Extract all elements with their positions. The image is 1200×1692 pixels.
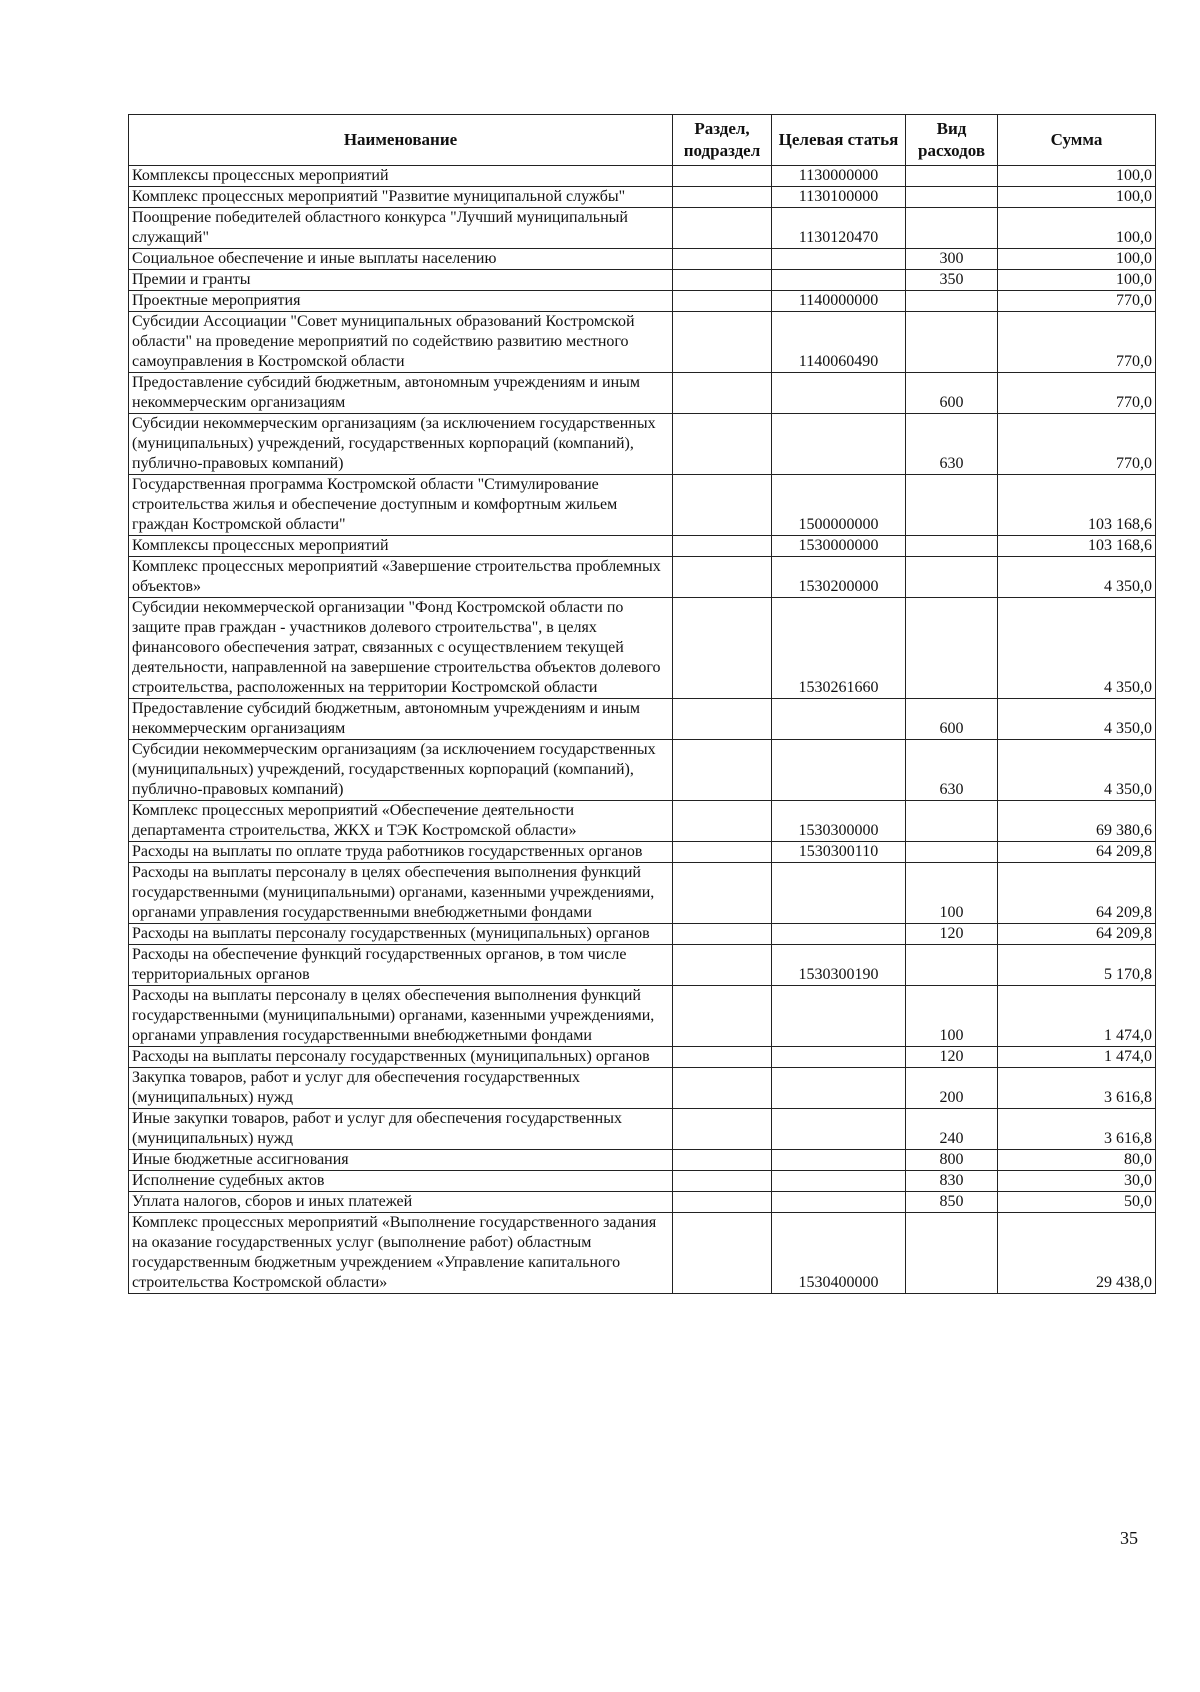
header-section: Раздел, подраздел xyxy=(673,115,772,166)
cell-name: Поощрение победителей областного конкурса "Лучший муниципальный служащий" xyxy=(129,208,673,249)
cell-target: 1130120470 xyxy=(772,208,906,249)
cell-target xyxy=(772,863,906,924)
table-row xyxy=(129,270,1156,291)
cell-section xyxy=(673,187,772,208)
cell-kind xyxy=(906,842,998,863)
table-row xyxy=(129,699,1156,740)
cell-section xyxy=(673,475,772,536)
cell-section xyxy=(673,208,772,249)
table-row xyxy=(129,740,1156,801)
header-sum: Сумма xyxy=(998,115,1156,166)
table-row xyxy=(129,1171,1156,1192)
cell-section xyxy=(673,1192,772,1213)
cell-sum: 3 616,8 xyxy=(998,1109,1156,1150)
cell-kind: 120 xyxy=(906,1047,998,1068)
cell-sum: 770,0 xyxy=(998,414,1156,475)
cell-sum: 770,0 xyxy=(998,312,1156,373)
table-body xyxy=(129,166,1156,1294)
cell-name: Субсидии некоммерческим организациям (за исключением государственных (муниципальных) учреждений, государственных корпораций (компаний), публично-правовых компаний) xyxy=(129,740,673,801)
cell-target xyxy=(772,373,906,414)
cell-target xyxy=(772,249,906,270)
table-row xyxy=(129,208,1156,249)
cell-kind: 100 xyxy=(906,863,998,924)
cell-name: Субсидии некоммерческим организациям (за исключением государственных (муниципальных) учреждений, государственных корпораций (компаний), публично-правовых компаний) xyxy=(129,414,673,475)
cell-sum: 50,0 xyxy=(998,1192,1156,1213)
cell-target xyxy=(772,740,906,801)
table-row xyxy=(129,863,1156,924)
cell-sum: 770,0 xyxy=(998,291,1156,312)
cell-section xyxy=(673,1047,772,1068)
cell-target: 1530300190 xyxy=(772,945,906,986)
cell-kind xyxy=(906,475,998,536)
cell-sum: 100,0 xyxy=(998,249,1156,270)
cell-target: 1530200000 xyxy=(772,557,906,598)
cell-name: Расходы на выплаты персоналу государственных (муниципальных) органов xyxy=(129,1047,673,1068)
cell-section xyxy=(673,1213,772,1294)
cell-sum: 100,0 xyxy=(998,208,1156,249)
header-kind: Вид расходов xyxy=(906,115,998,166)
cell-sum: 4 350,0 xyxy=(998,557,1156,598)
cell-name: Комплекс процессных мероприятий «Обеспечение деятельности департамента строительства, ЖКХ и ТЭК Костромской области» xyxy=(129,801,673,842)
table-row xyxy=(129,1213,1156,1294)
cell-name: Расходы на выплаты персоналу государственных (муниципальных) органов xyxy=(129,924,673,945)
cell-sum: 770,0 xyxy=(998,373,1156,414)
cell-target xyxy=(772,1068,906,1109)
cell-target: 1530400000 xyxy=(772,1213,906,1294)
cell-kind xyxy=(906,291,998,312)
table-row xyxy=(129,312,1156,373)
cell-sum: 4 350,0 xyxy=(998,699,1156,740)
cell-target xyxy=(772,699,906,740)
cell-kind xyxy=(906,1213,998,1294)
cell-kind xyxy=(906,208,998,249)
cell-kind: 850 xyxy=(906,1192,998,1213)
cell-target xyxy=(772,414,906,475)
table-row xyxy=(129,945,1156,986)
budget-table-sheet xyxy=(128,114,1155,1294)
cell-target xyxy=(772,924,906,945)
cell-sum: 3 616,8 xyxy=(998,1068,1156,1109)
table-row xyxy=(129,1047,1156,1068)
cell-section xyxy=(673,863,772,924)
cell-kind: 100 xyxy=(906,986,998,1047)
table-row xyxy=(129,598,1156,699)
cell-name: Субсидии некоммерческой организации "Фонд Костромской области по защите прав граждан - участников долевого строительства", в целях финансового обеспечения затрат, связанных с осуществлением текущей деятельности, направленной на завершение строительства объектов долевого строительства, расположенных на территории Костромской области xyxy=(129,598,673,699)
cell-sum: 1 474,0 xyxy=(998,1047,1156,1068)
cell-section xyxy=(673,312,772,373)
cell-section xyxy=(673,740,772,801)
cell-name: Премии и гранты xyxy=(129,270,673,291)
table-row xyxy=(129,166,1156,187)
cell-target: 1140060490 xyxy=(772,312,906,373)
cell-target: 1130100000 xyxy=(772,187,906,208)
header-name: Наименование xyxy=(129,115,673,166)
cell-sum: 64 209,8 xyxy=(998,863,1156,924)
cell-kind xyxy=(906,166,998,187)
cell-section xyxy=(673,1109,772,1150)
cell-kind xyxy=(906,187,998,208)
cell-kind: 800 xyxy=(906,1150,998,1171)
cell-section xyxy=(673,598,772,699)
cell-target xyxy=(772,1192,906,1213)
cell-name: Субсидии Ассоциации "Совет муниципальных образований Костромской области" на проведение мероприятий по содействию развитию местного самоуправления в Костромской области xyxy=(129,312,673,373)
cell-name: Исполнение судебных актов xyxy=(129,1171,673,1192)
cell-kind: 350 xyxy=(906,270,998,291)
table-row xyxy=(129,986,1156,1047)
cell-name: Уплата налогов, сборов и иных платежей xyxy=(129,1192,673,1213)
cell-sum: 103 168,6 xyxy=(998,475,1156,536)
table-row xyxy=(129,373,1156,414)
cell-kind: 300 xyxy=(906,249,998,270)
cell-kind: 600 xyxy=(906,699,998,740)
cell-target xyxy=(772,1047,906,1068)
cell-section xyxy=(673,699,772,740)
cell-section xyxy=(673,945,772,986)
cell-sum: 4 350,0 xyxy=(998,740,1156,801)
header-target: Целевая статья xyxy=(772,115,906,166)
cell-sum: 80,0 xyxy=(998,1150,1156,1171)
cell-name: Расходы на выплаты персоналу в целях обеспечения выполнения функций государственными (муниципальными) органами, казенными учреждениями, органами управления государственными внебюджетными фондами xyxy=(129,986,673,1047)
cell-kind xyxy=(906,557,998,598)
cell-name: Комплексы процессных мероприятий xyxy=(129,536,673,557)
cell-target: 1530300000 xyxy=(772,801,906,842)
table-row xyxy=(129,1192,1156,1213)
cell-sum: 100,0 xyxy=(998,166,1156,187)
cell-target: 1130000000 xyxy=(772,166,906,187)
table-header-row xyxy=(129,115,1156,166)
cell-sum: 69 380,6 xyxy=(998,801,1156,842)
cell-section xyxy=(673,373,772,414)
cell-target: 1140000000 xyxy=(772,291,906,312)
table-row xyxy=(129,801,1156,842)
cell-section xyxy=(673,1150,772,1171)
cell-name: Социальное обеспечение и иные выплаты населению xyxy=(129,249,673,270)
cell-name: Иные бюджетные ассигнования xyxy=(129,1150,673,1171)
cell-section xyxy=(673,1171,772,1192)
cell-name: Комплекс процессных мероприятий "Развитие муниципальной службы" xyxy=(129,187,673,208)
cell-kind: 830 xyxy=(906,1171,998,1192)
cell-section xyxy=(673,557,772,598)
cell-name: Государственная программа Костромской области "Стимулирование строительства жилья и обеспечение доступным и комфортным жильем граждан Костромской области" xyxy=(129,475,673,536)
cell-section xyxy=(673,536,772,557)
cell-kind xyxy=(906,536,998,557)
cell-target: 1530261660 xyxy=(772,598,906,699)
cell-section xyxy=(673,414,772,475)
cell-kind: 240 xyxy=(906,1109,998,1150)
cell-target xyxy=(772,270,906,291)
cell-name: Комплекс процессных мероприятий «Завершение строительства проблемных объектов» xyxy=(129,557,673,598)
table-row xyxy=(129,414,1156,475)
cell-name: Комплекс процессных мероприятий «Выполнение государственного задания на оказание государственных услуг (выполнение работ) областным государственным бюджетным учреждением «Управление капитального строительства Костромской области» xyxy=(129,1213,673,1294)
cell-section xyxy=(673,1068,772,1109)
cell-sum: 30,0 xyxy=(998,1171,1156,1192)
cell-name: Предоставление субсидий бюджетным, автономным учреждениям и иным некоммерческим организациям xyxy=(129,373,673,414)
cell-name: Расходы на выплаты по оплате труда работников государственных органов xyxy=(129,842,673,863)
cell-section xyxy=(673,986,772,1047)
table-row xyxy=(129,536,1156,557)
table-row xyxy=(129,1068,1156,1109)
cell-kind: 630 xyxy=(906,740,998,801)
page-number: 35 xyxy=(1120,1528,1138,1548)
cell-name: Проектные мероприятия xyxy=(129,291,673,312)
cell-section xyxy=(673,842,772,863)
cell-name: Иные закупки товаров, работ и услуг для обеспечения государственных (муниципальных) нужд xyxy=(129,1109,673,1150)
cell-name: Предоставление субсидий бюджетным, автономным учреждениям и иным некоммерческим организациям xyxy=(129,699,673,740)
cell-sum: 64 209,8 xyxy=(998,924,1156,945)
table-row xyxy=(129,557,1156,598)
cell-section xyxy=(673,801,772,842)
table-row xyxy=(129,475,1156,536)
cell-kind: 600 xyxy=(906,373,998,414)
cell-target xyxy=(772,1171,906,1192)
cell-target: 1530300110 xyxy=(772,842,906,863)
table-row xyxy=(129,187,1156,208)
table-row xyxy=(129,842,1156,863)
cell-sum: 64 209,8 xyxy=(998,842,1156,863)
cell-sum: 4 350,0 xyxy=(998,598,1156,699)
cell-sum: 100,0 xyxy=(998,270,1156,291)
cell-name: Расходы на обеспечение функций государственных органов, в том числе территориальных органов xyxy=(129,945,673,986)
table-row xyxy=(129,291,1156,312)
cell-kind xyxy=(906,598,998,699)
cell-section xyxy=(673,270,772,291)
cell-kind: 630 xyxy=(906,414,998,475)
cell-sum: 29 438,0 xyxy=(998,1213,1156,1294)
cell-kind: 200 xyxy=(906,1068,998,1109)
cell-name: Комплексы процессных мероприятий xyxy=(129,166,673,187)
cell-name: Расходы на выплаты персоналу в целях обеспечения выполнения функций государственными (муниципальными) органами, казенными учреждениями, органами управления государственными внебюджетными фондами xyxy=(129,863,673,924)
cell-kind: 120 xyxy=(906,924,998,945)
table-row xyxy=(129,1109,1156,1150)
cell-section xyxy=(673,166,772,187)
cell-section xyxy=(673,249,772,270)
cell-sum: 5 170,8 xyxy=(998,945,1156,986)
cell-kind xyxy=(906,945,998,986)
cell-target xyxy=(772,1109,906,1150)
cell-name: Закупка товаров, работ и услуг для обеспечения государственных (муниципальных) нужд xyxy=(129,1068,673,1109)
cell-target: 1500000000 xyxy=(772,475,906,536)
cell-kind xyxy=(906,801,998,842)
table-row xyxy=(129,249,1156,270)
table-row xyxy=(129,1150,1156,1171)
cell-sum: 100,0 xyxy=(998,187,1156,208)
cell-target xyxy=(772,1150,906,1171)
cell-kind xyxy=(906,312,998,373)
budget-table xyxy=(128,114,1156,1294)
cell-sum: 103 168,6 xyxy=(998,536,1156,557)
cell-sum: 1 474,0 xyxy=(998,986,1156,1047)
cell-section xyxy=(673,291,772,312)
table-row xyxy=(129,924,1156,945)
cell-section xyxy=(673,924,772,945)
cell-target: 1530000000 xyxy=(772,536,906,557)
cell-target xyxy=(772,986,906,1047)
